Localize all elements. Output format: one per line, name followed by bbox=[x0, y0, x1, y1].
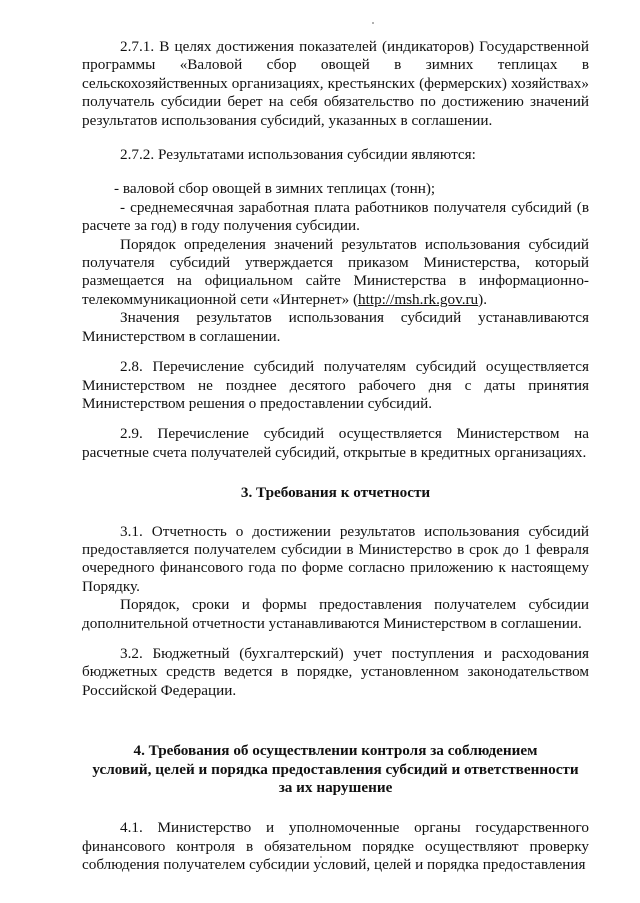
paragraph-2-9: 2.9. Перечисление субсидий осуществляется Министерством на расчетные счета получателей субсидий, открытые в кредитных организациях. bbox=[82, 425, 589, 461]
paragraph-results-order bbox=[82, 236, 589, 310]
results-order-tail: ). bbox=[478, 290, 487, 308]
section-4-heading-line-2: условий, целей и порядка предоставления субсидий и ответственности bbox=[92, 760, 579, 778]
results-order-text: Порядок определения значений результатов использования субсидий получателя субсидий утверждается приказом Министерства, который размещается на официальном сайте Министерства в информационно-телекоммуникационной сети «Интернет» ( bbox=[82, 235, 589, 308]
paragraph-results-values: Значения результатов использования субсидий устанавливаются Министерством в соглашении. bbox=[82, 309, 589, 345]
section-3-heading: 3. Требования к отчетности bbox=[240, 484, 431, 502]
section-4-heading-line-3: за их нарушение bbox=[278, 779, 393, 796]
paragraph-2-7-1: 2.7.1. В целях достижения показателей (индикаторов) Государственной программы «Валовой сбор овощей в зимних теплицах в сельскохозяйственных организациях, крестьянских (фермерских) хозяйствах» получатель субсидии берет на себя обязательство по достижению значений результатов использования субсидий, указанных в соглашении. bbox=[82, 38, 589, 129]
section-4-heading bbox=[82, 742, 589, 797]
scan-speck bbox=[372, 22, 374, 24]
paragraph-3-1-additional: Порядок, сроки и формы предоставления получателем субсидии дополнительной отчетности устанавливаются Министерством в соглашении. bbox=[82, 596, 589, 632]
document-body bbox=[82, 38, 589, 875]
paragraph-2-8: 2.8. Перечисление субсидий получателям субсидий осуществляется Министерством не позднее десятого рабочего дня с даты принятия Министерством решения о предоставлении субсидий. bbox=[82, 358, 589, 412]
paragraph-2-7-2: 2.7.2. Результатами использования субсидии являются: bbox=[120, 146, 476, 164]
list-item-vegetable-harvest: - валовой сбор овощей в зимних теплицах (тонн); bbox=[114, 180, 436, 198]
section-4-heading-line-1: 4. Требования об осуществлении контроля за соблюдением bbox=[133, 742, 538, 760]
ministry-website-link[interactable]: http://msh.rk.gov.ru bbox=[358, 290, 479, 308]
paragraph-3-2: 3.2. Бюджетный (бухгалтерский) учет поступления и расходования бюджетных средств ведется в порядке, установленном законодательством Российской Федерации. bbox=[82, 644, 589, 699]
paragraph-3-1: 3.1. Отчетность о достижении результатов использования субсидий предоставляется получателем субсидии в Министерство в срок до 1 февраля очередного финансового года по форме согласно приложению к настоящему Порядку. bbox=[82, 522, 589, 595]
paragraph-4-1: 4.1. Министерство и уполномоченные органы государственного финансового контроля в обязательном порядке осуществляют проверку соблюдения получателем субсидии условий, целей и порядка предоставления bbox=[82, 819, 589, 874]
list-item-average-salary: - среднемесячная заработная плата работников получателя субсидий (в расчете за год) в году получения субсидии. bbox=[82, 198, 589, 235]
